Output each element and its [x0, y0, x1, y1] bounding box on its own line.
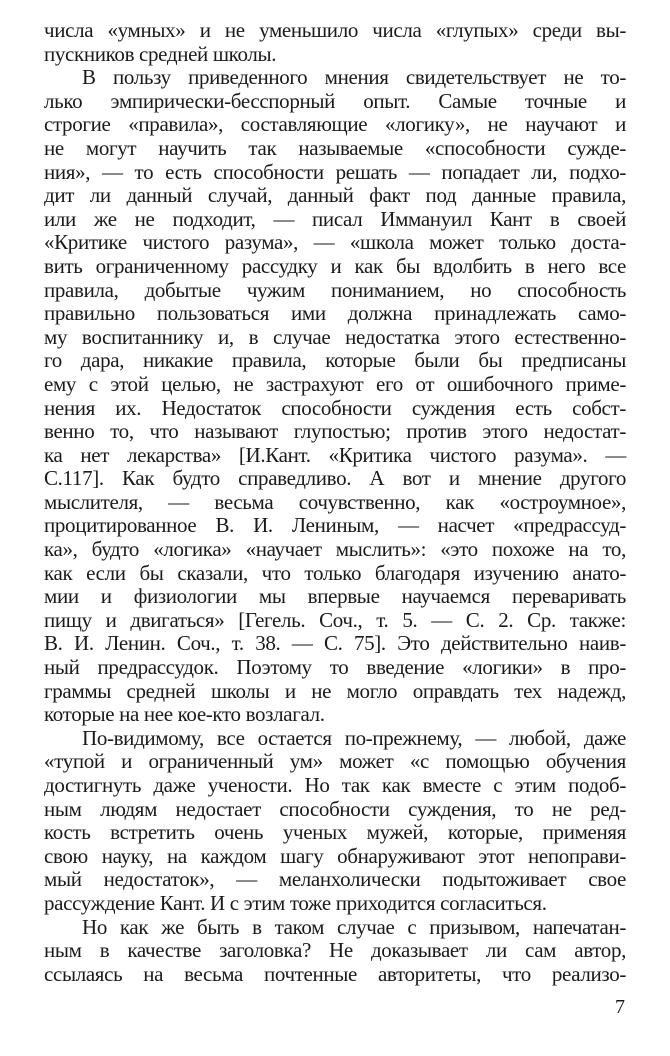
- text-line: мый недостаток», — меланхолически подытоживает свое: [44, 867, 626, 892]
- text-line: не могут научить так называемые «способности сужде-: [44, 135, 626, 160]
- text-line: нения их. Недостаток способности суждения есть собст-: [44, 395, 626, 420]
- text-line: мии и физиологии мы впервые научаемся переваривать: [44, 584, 626, 609]
- text-line: «Критике чистого разума», — «школа может только доста-: [44, 230, 626, 255]
- text-line: достигнуть даже учености. Но так как вместе с этим подоб-: [44, 773, 626, 797]
- text-line: дит ли данный случай, данный факт под данные правила,: [44, 183, 626, 208]
- text-line: ным в качестве заголовка? Не доказывает ли сам автор,: [44, 938, 626, 963]
- text-line: ный предрассудок. Поэтому то введение «логики» в про-: [44, 655, 626, 680]
- text-line: ссылаясь на весьма почтенные авторитеты, что реализо-: [44, 961, 626, 986]
- text-line: С.117]. Как будто справедливо. А вот и мнение другого: [44, 466, 626, 491]
- text-line: мыслителя, — весьма сочувственно, как «остроумное»,: [44, 489, 626, 514]
- text-line: граммы средней школы и не могло оправдать тех надежд,: [44, 678, 626, 703]
- text-line: ка», будто «логика» «научает мыслить»: «это похоже на то,: [44, 537, 626, 562]
- page-text: [44, 19, 626, 986]
- page-number: 7: [615, 996, 625, 1018]
- text-line: которые на нее кое-кто возлагал.: [44, 702, 325, 727]
- paragraph: [44, 66, 626, 727]
- text-line: процитированное В. И. Лениным, — насчет «предрассуд-: [44, 513, 626, 538]
- text-line: как если бы сказали, что только благодаря изучению анато-: [44, 560, 626, 585]
- text-line: му воспитаннику и, в случае недостатка этого естественно-: [44, 324, 626, 349]
- text-line: вить ограниченному рассудку и как бы вдолбить в него все: [44, 253, 626, 278]
- text-line: В. И. Ленин. Соч., т. 38. — С. 75]. Это действительно наив-: [44, 631, 626, 656]
- text-line: свою науку, на каждом шагу обнаруживают этот непоправи-: [44, 843, 626, 868]
- paragraph: [44, 19, 626, 66]
- text-line: лько эмпирически-бесспорный опыт. Самые точные и: [44, 88, 626, 113]
- text-line: или же не подходит, — писал Иммануил Кант в своей: [44, 206, 626, 231]
- text-line: строгие «правила», составляющие «логику», не научают и: [44, 112, 626, 137]
- text-line: кость встретить очень ученых мужей, которые, применяя: [44, 820, 626, 845]
- text-line: Но как же быть в таком случае с призывом, напечатан-: [82, 914, 626, 939]
- text-line: ему с этой целью, не застрахуют его от ошибочного приме-: [44, 371, 626, 396]
- text-line: «тупой и ограниченный ум» может «с помощью обучения: [44, 749, 626, 774]
- text-line: В пользу приведенного мнения свидетельствует не то-: [82, 65, 626, 90]
- text-line: ка нет лекарства» [И.Кант. «Критика чистого разума». —: [44, 442, 626, 467]
- paragraph: [44, 916, 626, 987]
- text-line: пускников средней школы.: [44, 41, 277, 66]
- text-line: правила, добытые чужим пониманием, но способность: [44, 277, 626, 302]
- text-line: венно то, что называют глупостью; против этого недостат-: [44, 419, 626, 444]
- text-line: рассуждение Кант. И с этим тоже приходится согласиться.: [44, 890, 547, 915]
- text-line: По-видимому, все остается по-прежнему, — любой, даже: [82, 725, 626, 750]
- text-line: числа «умных» и не уменьшило числа «глупых» среди вы-: [44, 18, 626, 42]
- text-line: пищу и двигаться» [Гегель. Соч., т. 5. — С. 2. Ср. также:: [44, 607, 626, 632]
- text-line: ния», — то есть способности решать — попадает ли, подхо-: [44, 159, 626, 184]
- text-line: ным людям недостает способности суждения, то не ред-: [44, 796, 626, 821]
- paragraph: [44, 727, 626, 916]
- text-line: го дара, никакие правила, которые были бы предписаны: [44, 348, 626, 373]
- text-line: правильно пользоваться ими должна принадлежать само-: [44, 301, 626, 326]
